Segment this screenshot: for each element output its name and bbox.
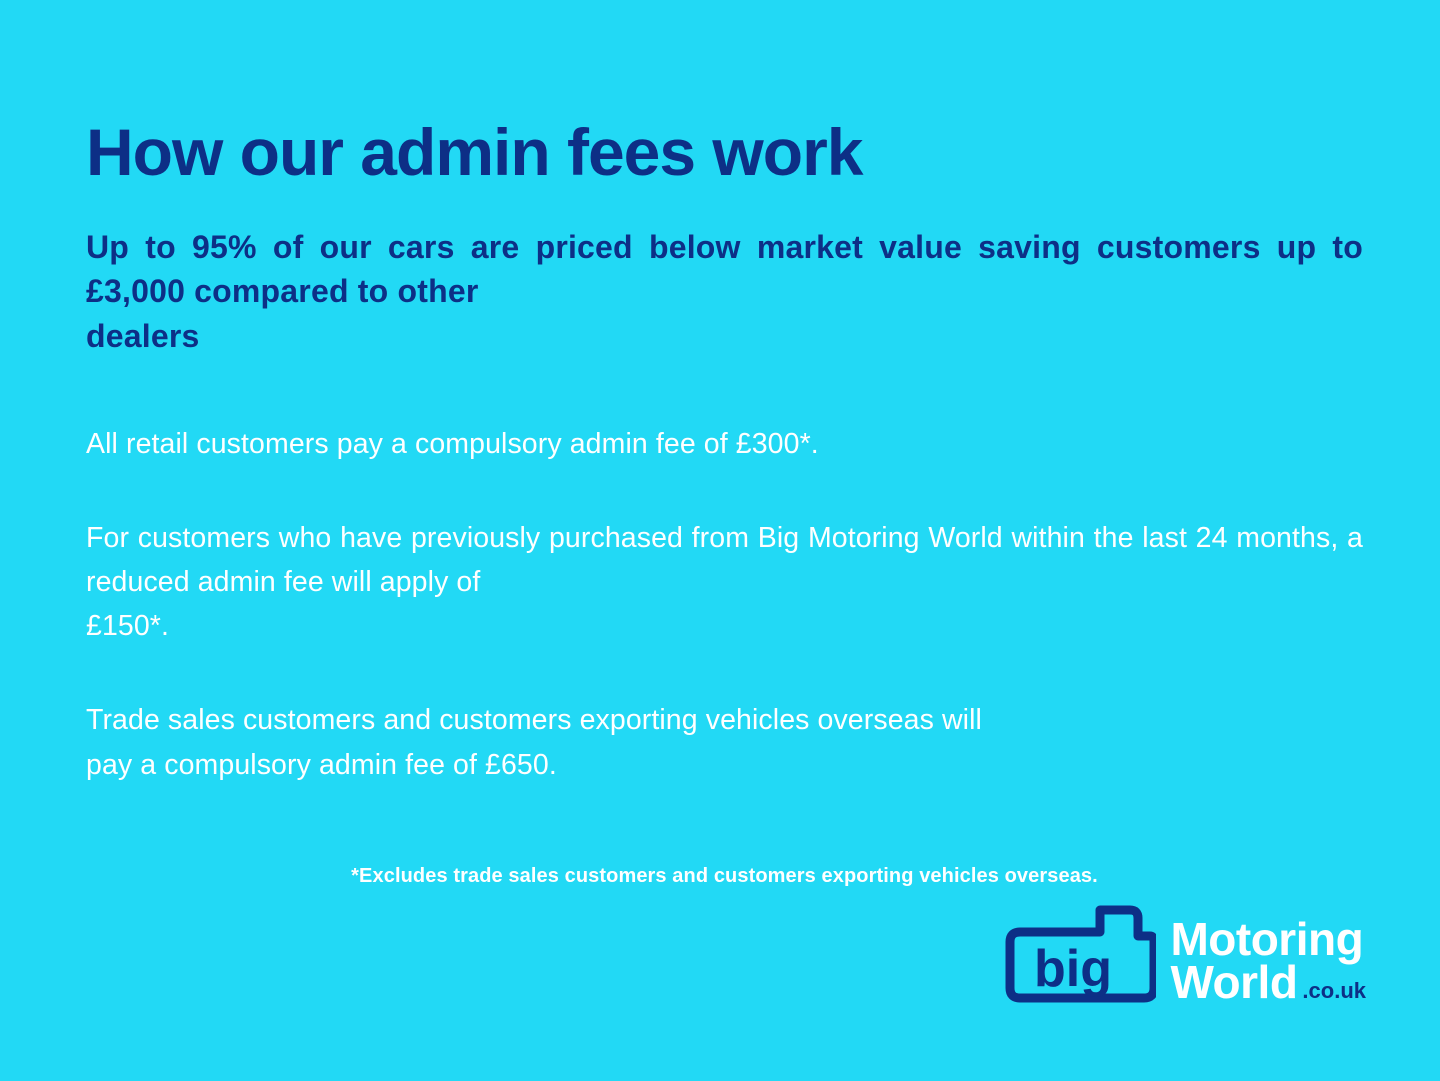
paragraph-trade-export-fee-main: Trade sales customers and customers exporting vehicles overseas will	[86, 704, 982, 737]
brand-wordmark-tld: .co.uk	[1302, 977, 1366, 1003]
paragraph-trade-export-fee-tail: pay a compulsory admin fee of £650.	[86, 748, 557, 781]
brand-wordmark	[1170, 913, 1366, 1008]
paragraph-trade-export-fee	[86, 698, 1363, 786]
paragraph-retail-fee: All retail customers pay a compulsory admin fee of £300*.	[86, 427, 819, 460]
brand-wordmark-line-2: World	[1170, 955, 1298, 1008]
paragraph-returning-customer-fee-tail: £150*.	[86, 610, 170, 643]
brand-wordmark-line-1: Motoring	[1170, 913, 1364, 966]
paragraph-returning-customer-fee	[86, 516, 1363, 649]
slide-content	[86, 0, 1364, 888]
subtitle-line-3: dealers	[86, 317, 200, 354]
brand-logo	[1004, 902, 1366, 1019]
brand-wordmark-line-2-row	[1170, 955, 1366, 1008]
big-car-icon	[1004, 902, 1156, 1019]
footnote: *Excludes trade sales customers and customers exporting vehicles overseas.	[351, 864, 1098, 887]
subtitle-line-2: saving customers up to £3,000 compared to other	[86, 229, 1364, 310]
subtitle	[86, 187, 1363, 357]
subtitle-line-1: Up to 95% of our cars are priced below market value	[86, 229, 962, 266]
page-title: How our admin fees work	[86, 115, 863, 189]
paragraph-returning-customer-fee-main: For customers who have previously purchased from Big Motoring World within the last 24 months, a reduced admin fee will apply of	[86, 521, 1363, 599]
svg-text:big: big	[1034, 940, 1113, 998]
